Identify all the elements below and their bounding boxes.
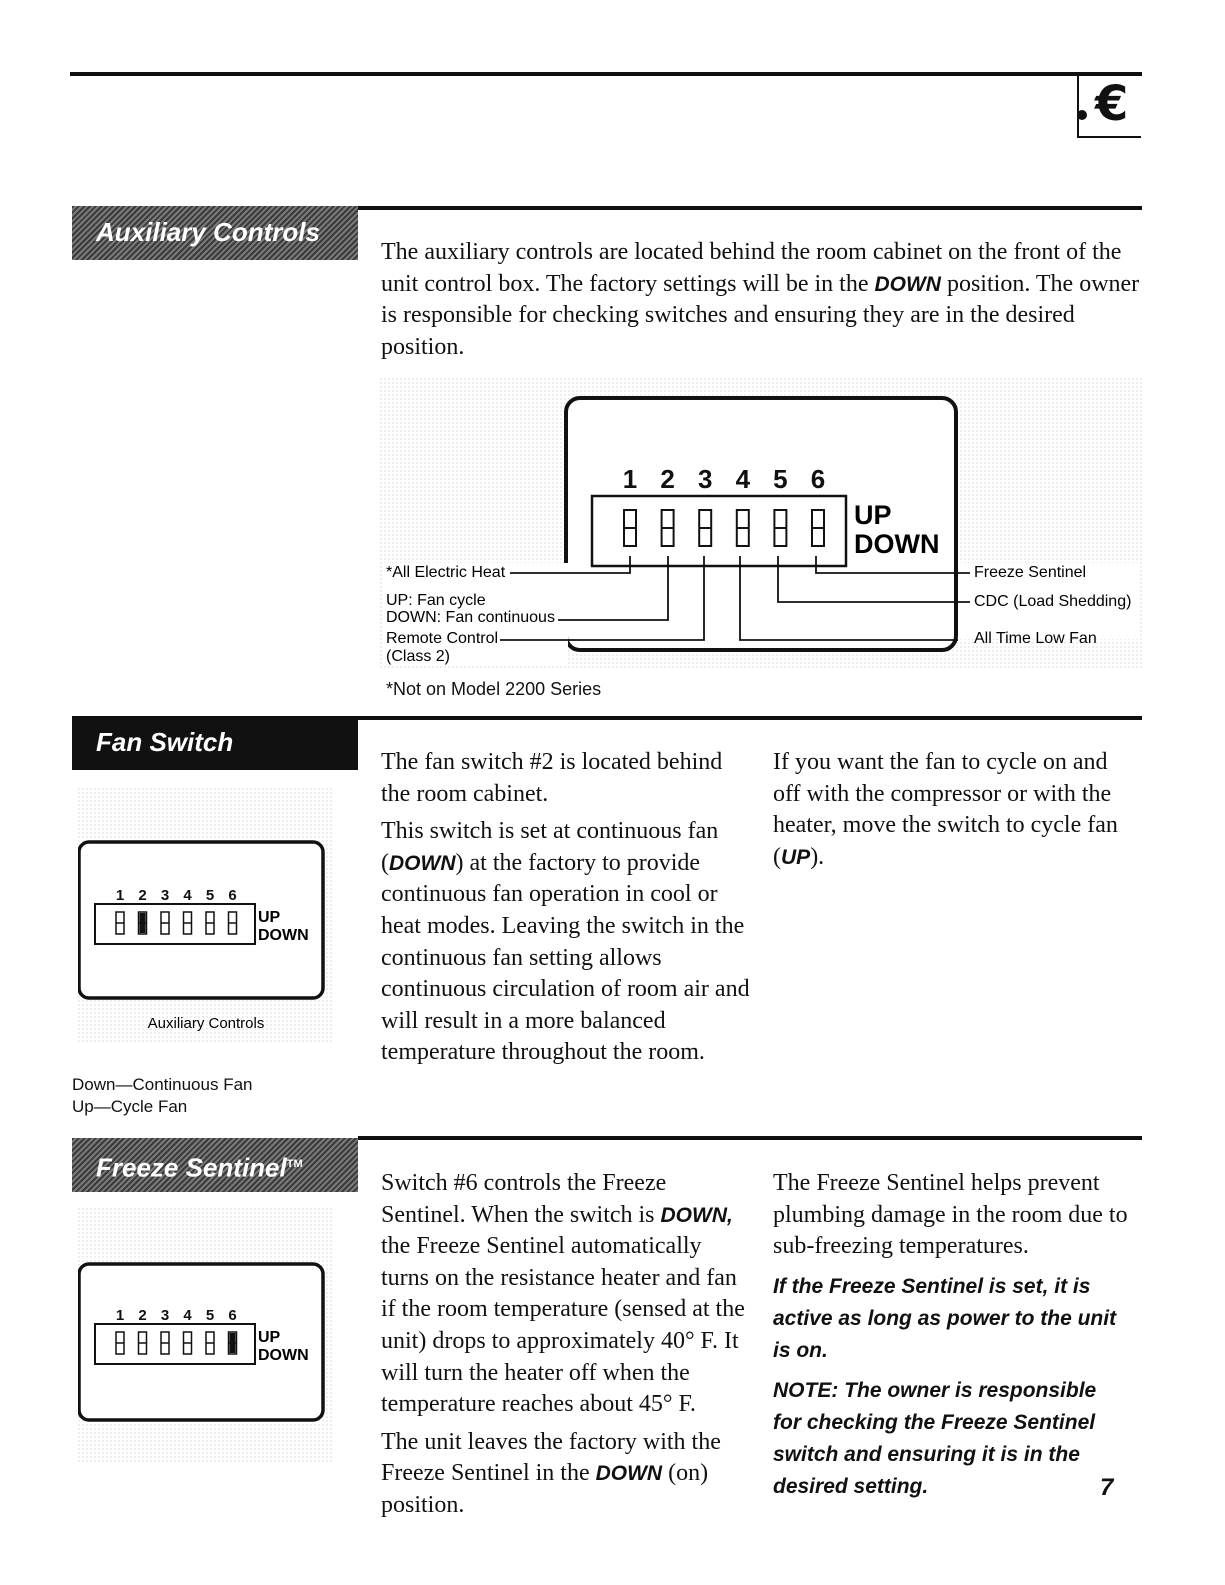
switch-number: 4	[735, 464, 751, 494]
freeze-col1-p2-em: DOWN	[595, 1462, 663, 1486]
switch-number: 2	[138, 887, 147, 904]
switch-number: 3	[160, 887, 170, 904]
mini-up-label: UP	[258, 909, 281, 926]
dip-switch	[139, 1332, 147, 1354]
switch-number: 5	[773, 464, 788, 494]
chapter-glyph-icon: €	[1095, 76, 1129, 132]
switch-number: 3	[160, 1307, 170, 1324]
label-remote-control: Remote Control	[386, 630, 499, 647]
dip-switch	[229, 912, 237, 934]
freeze-col1-p2-a: The unit leaves the factory with the Freeze Sentinel in the	[381, 1428, 721, 1487]
dip-switch	[737, 510, 749, 546]
freeze-col1-p2-b: (on) position.	[381, 1460, 709, 1518]
page-number: 7	[1100, 1474, 1114, 1501]
fan-col2	[773, 747, 1123, 879]
fan-col1-p2-a: This switch is set at continuous fan (	[381, 818, 719, 876]
mini-up-label: UP	[258, 1329, 281, 1346]
switch-number: 1	[622, 464, 638, 494]
fan-col2-b: ).	[810, 843, 825, 870]
dip-switch	[161, 912, 169, 934]
aux-section-tab	[72, 206, 358, 260]
dip-switch	[624, 510, 636, 546]
aux-controls-diagram	[380, 378, 1142, 668]
aux-text-part2: position. The owner is responsible for checking switches and ensuring they are in the desired position.	[381, 270, 1140, 360]
fan-col1-p2-em: DOWN	[389, 851, 456, 875]
switch-number: 1	[115, 887, 125, 904]
dip-switch	[229, 1332, 237, 1354]
mini-down-label: DOWN	[258, 1347, 309, 1364]
label-electric-heat: *All Electric Heat	[386, 564, 506, 581]
fan-col2-em: UP	[781, 845, 811, 869]
aux-text-part1: The auxiliary controls are located behind the room cabinet on the front of the unit control box. The factory settings will be in the	[381, 239, 1122, 297]
freeze-col1	[381, 1168, 751, 1528]
dip-switch	[206, 912, 214, 934]
freeze-col1-p1-em: DOWN,	[660, 1203, 733, 1227]
aux-text-emphasis: DOWN	[874, 272, 941, 296]
freeze-col2	[773, 1168, 1135, 1509]
freeze-note-owner: NOTE: The owner is responsible for checking the Freeze Sentinel switch and ensuring it is in the desired setting.	[773, 1378, 1097, 1498]
fan-section-tab	[72, 716, 358, 770]
fan-col1	[381, 747, 751, 1075]
aux-footnote: *Not on Model 2200 Series	[386, 679, 602, 699]
dip-switch	[774, 510, 786, 546]
switch-number: 4	[183, 1307, 192, 1324]
switch-number: 1	[115, 1307, 125, 1324]
dip-switch	[116, 1332, 124, 1354]
freeze-col2-p1: The Freeze Sentinel helps prevent plumbing damage in the room due to sub-freezing temperatures.	[773, 1170, 1128, 1260]
switch-number: 4	[183, 887, 192, 904]
label-fan-continuous: DOWN: Fan continuous	[386, 609, 555, 626]
label-remote-class: (Class 2)	[386, 648, 451, 665]
switch-number: 5	[205, 887, 215, 904]
label-cdc: CDC (Load Shedding)	[974, 593, 1132, 610]
dip-switch	[812, 510, 824, 546]
dip-switch	[184, 1332, 192, 1354]
fan-section-rule	[358, 716, 1142, 720]
switch-number: 6	[228, 887, 237, 904]
label-freeze-sentinel: Freeze Sentinel	[974, 564, 1087, 581]
fan-caption-line1: Down—Continuous Fan	[72, 1075, 253, 1094]
fan-section-title: Fan Switch	[96, 727, 234, 757]
freeze-section-tab	[72, 1138, 358, 1192]
switch-number: 6	[810, 464, 826, 494]
freeze-col1-p1-a: Switch #6 controls the Freeze Sentinel. When the switch is	[381, 1170, 667, 1228]
switch-number: 6	[228, 1307, 237, 1324]
switch-number: 5	[205, 1307, 215, 1324]
fan-col2-a: If you want the fan to cycle on and off with the compressor or with the heater, move the switch to cycle fan (	[773, 749, 1118, 870]
dip-switch	[161, 1332, 169, 1354]
dip-switch	[184, 912, 192, 934]
fan-switch-diagram	[78, 788, 334, 1044]
fan-col1-p1: The fan switch #2 is located behind the room cabinet.	[381, 749, 723, 807]
mini-down-label: DOWN	[258, 927, 309, 944]
switch-number: 2	[660, 464, 675, 494]
dip-switch	[662, 510, 674, 546]
dip-switch	[116, 912, 124, 934]
trademark-mark: TM	[286, 1158, 303, 1170]
freeze-switch-diagram	[78, 1208, 334, 1464]
dip-switch	[206, 1332, 214, 1354]
label-low-fan: All Time Low Fan	[974, 630, 1097, 647]
down-label: DOWN	[854, 529, 940, 559]
label-fan-cycle: UP: Fan cycle	[386, 592, 486, 609]
freeze-note-active: If the Freeze Sentinel is set, it is active as long as power to the unit is on.	[773, 1274, 1117, 1362]
aux-section-title: Auxiliary Controls	[96, 217, 320, 247]
fan-caption	[72, 1074, 252, 1118]
dip-switch	[139, 912, 147, 934]
bullet-icon	[1077, 110, 1087, 120]
aux-intro	[381, 237, 1143, 369]
freeze-section-title: Freeze Sentinel	[96, 1152, 287, 1183]
freeze-col1-p1-b: the Freeze Sentinel automatically turns on the resistance heater and fan if the room temperature (sensed at the unit) drops to approximately 40° F. It will turn the heater off when the temperature reaches about 45° F.	[381, 1233, 745, 1418]
up-label: UP	[854, 500, 892, 530]
switch-number: 3	[697, 464, 713, 494]
fan-caption-line2: Up—Cycle Fan	[72, 1097, 188, 1116]
aux-section-rule	[358, 206, 1142, 210]
fan-col1-p2-b: ) at the factory to provide continuous fan operation in cool or heat modes. Leaving the switch in the continuous fan setting allows continuous circulation of room air and will result in a more balanced temperature throughout the room.	[381, 849, 750, 1066]
dip-switch	[699, 510, 711, 546]
chapter-corner-mark	[1077, 76, 1141, 138]
top-rule	[70, 72, 1142, 76]
mini-caption: Auxiliary Controls	[147, 1015, 265, 1032]
freeze-section-rule	[358, 1136, 1142, 1140]
switch-number: 2	[138, 1307, 147, 1324]
